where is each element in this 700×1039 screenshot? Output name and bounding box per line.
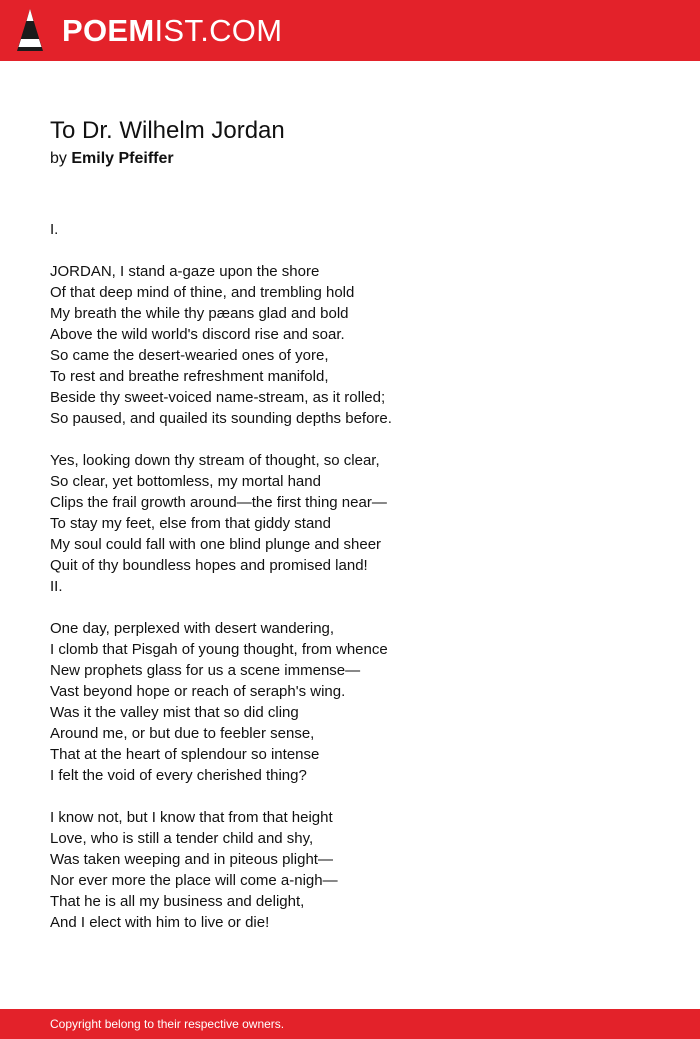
stanza-break	[50, 597, 650, 618]
poem-line: Vast beyond hope or reach of seraph's wing.	[50, 683, 346, 700]
poem-line: Beside thy sweet-voiced name-stream, as it rolled;	[50, 389, 386, 406]
poem-line: Above the wild world's discord rise and soar.	[50, 326, 345, 343]
site-logo[interactable]	[62, 12, 282, 50]
poem-line: I.	[50, 221, 59, 238]
poem-line: Yes, looking down thy stream of thought, so clear,	[50, 452, 380, 469]
site-header	[0, 0, 700, 61]
poem-line: Quit of thy boundless hopes and promised land!	[50, 557, 368, 574]
poem-line: To stay my feet, else from that giddy stand	[50, 515, 331, 532]
poem-line: My soul could fall with one blind plunge and sheer	[50, 536, 382, 553]
author-name: Emily Pfeiffer	[71, 150, 174, 167]
poem-body	[50, 219, 650, 933]
stanza-break	[50, 240, 650, 261]
poem-line: One day, perplexed with desert wandering,	[50, 620, 335, 637]
poem-line: Love, who is still a tender child and shy,	[50, 830, 314, 847]
site-footer	[0, 1009, 700, 1039]
stanza-break	[50, 786, 650, 807]
poem-line: So clear, yet bottomless, my mortal hand	[50, 473, 321, 490]
poem-line: JORDAN, I stand a-gaze upon the shore	[50, 263, 320, 280]
poem-line: Nor ever more the place will come a-nigh—	[50, 872, 338, 889]
poem-line: And I elect with him to live or die!	[50, 914, 270, 931]
poem-line: That he is all my business and delight,	[50, 893, 305, 910]
poem-line: New prophets glass for us a scene immense—	[50, 662, 361, 679]
copyright-notice: Copyright belong to their respective owners.	[50, 1017, 285, 1031]
poem-line: My breath the while thy pæans glad and bold	[50, 305, 349, 322]
poem-line: I know not, but I know that from that height	[50, 809, 333, 826]
byline-label: by	[50, 150, 67, 167]
poem-line: II.	[50, 578, 63, 595]
logo-text-light: IST.COM	[154, 13, 283, 48]
stanza-break	[50, 429, 650, 450]
poem-line: Was it the valley mist that so did cling	[50, 704, 299, 721]
poem-line: That at the heart of splendour so intense	[50, 746, 320, 763]
poem-line: To rest and breathe refreshment manifold,	[50, 368, 329, 385]
poem-line: Clips the frail growth around—the first thing near—	[50, 494, 387, 511]
byline	[50, 148, 174, 170]
pencil-icon	[17, 9, 43, 51]
poem-line: So paused, and quailed its sounding depths before.	[50, 410, 392, 427]
poem-line: Of that deep mind of thine, and trembling hold	[50, 284, 355, 301]
poem-line: I felt the void of every cherished thing?	[50, 767, 307, 784]
poem-line: Around me, or but due to feebler sense,	[50, 725, 315, 742]
poem-line: Was taken weeping and in piteous plight—	[50, 851, 333, 868]
poem-line: So came the desert-wearied ones of yore,	[50, 347, 329, 364]
poem-line: I clomb that Pisgah of young thought, from whence	[50, 641, 388, 658]
poem-title: To Dr. Wilhelm Jordan	[50, 117, 285, 144]
logo-text-bold: POEM	[62, 13, 155, 48]
